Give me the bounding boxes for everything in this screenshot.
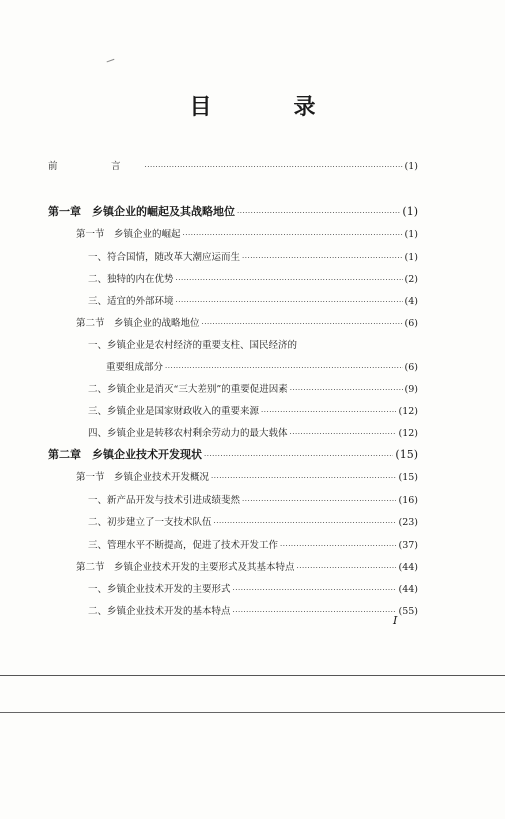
toc-entry-label: 三、适宜的外部环境 [88, 296, 174, 307]
leader-dots [176, 298, 403, 306]
toc-entry-label: 第二章 乡镇企业技术开发现状 [48, 448, 202, 461]
leader-dots [214, 519, 397, 527]
toc-entry-subsection[interactable] [88, 425, 418, 439]
leader-dots [165, 364, 403, 372]
toc-entry-label: 二、初步建立了一支技术队伍 [88, 517, 212, 528]
toc-entry-page: (16) [398, 495, 418, 506]
toc-entry-subsection-line-1[interactable] [88, 337, 418, 351]
toc-entry-label: 三、管理水平不断提高，促进了技术开发工作 [88, 540, 279, 551]
page-number: I [393, 614, 398, 627]
toc-entry-label: 第一节 乡镇企业技术开发概况 [76, 472, 210, 483]
page-title: 目 录 [189, 95, 346, 120]
toc-entry-section[interactable] [76, 469, 418, 483]
leader-dots [204, 452, 393, 460]
toc-entry-subsection[interactable] [88, 603, 418, 617]
toc-entry-subsection[interactable] [88, 537, 418, 551]
toc-entry-label: 二、乡镇企业是消灭“三大差别”的重要促进因素 [88, 384, 288, 395]
leader-dots [233, 608, 397, 616]
leader-dots [242, 254, 403, 262]
toc-entry-page: (1) [404, 161, 418, 172]
toc-entry-preface[interactable] [48, 158, 418, 172]
leader-dots [242, 497, 396, 505]
toc-entry-subsection[interactable] [88, 293, 418, 307]
toc-entry-label: 第二节 乡镇企业技术开发的主要形式及其基本特点 [76, 562, 295, 573]
toc-entry-page: (23) [398, 517, 418, 528]
toc-entry-subsection[interactable] [88, 492, 418, 506]
toc-entry-label: 第一节 乡镇企业的崛起 [76, 229, 181, 240]
leader-dots [211, 474, 396, 482]
toc-entry-chapter-2[interactable] [48, 446, 418, 462]
toc-entry-page: (6) [404, 318, 418, 329]
toc-entry-subsection[interactable] [88, 403, 418, 417]
toc-entry-section[interactable] [76, 559, 418, 573]
leader-dots [261, 408, 396, 416]
leader-dots [183, 231, 403, 239]
toc-entry-page: (44) [398, 584, 418, 595]
toc-entry-page: (1) [404, 252, 418, 263]
toc-entry-page: (9) [404, 384, 418, 395]
scan-speck [107, 59, 116, 65]
toc-entry-label: 一、符合国情，随改革大潮应运而生 [88, 252, 241, 263]
toc-entry-label: 一、乡镇企业技术开发的主要形式 [88, 584, 231, 595]
toc-entry-page: (44) [398, 562, 418, 573]
toc-entry-label: 第一章 乡镇企业的崛起及其战略地位 [48, 205, 235, 218]
toc-entry-subsection[interactable] [88, 381, 418, 395]
leader-dots [237, 209, 400, 217]
leader-dots [280, 542, 396, 550]
toc-entry-subsection[interactable] [88, 249, 418, 263]
toc-entry-label: 前 言 [48, 161, 143, 172]
leader-dots [297, 564, 397, 572]
scan-edge-line [0, 675, 505, 676]
toc-entry-page: (2) [404, 274, 418, 285]
toc-entry-page: (1) [404, 229, 418, 240]
toc-entry-subsection[interactable] [88, 271, 418, 285]
toc-entry-label: 一、新产品开发与技术引进成绩斐然 [88, 495, 241, 506]
toc-entry-page: (15) [398, 472, 418, 483]
toc-entry-page: (37) [398, 540, 418, 551]
leader-dots [145, 163, 403, 171]
toc-entry-subsection[interactable] [88, 581, 418, 595]
toc-entry-subsection-line-2[interactable] [106, 359, 418, 373]
leader-dots [176, 276, 403, 284]
leader-dots [290, 430, 397, 438]
leader-dots [202, 320, 403, 328]
toc-entry-page: (12) [398, 428, 418, 439]
toc-entry-page: (1) [402, 205, 418, 218]
toc-entry-page: (4) [404, 296, 418, 307]
toc-entry-chapter-1[interactable] [48, 203, 418, 219]
leader-dots [233, 586, 397, 594]
toc-entry-label: 重要组成部分 [106, 362, 164, 373]
toc-entry-section[interactable] [76, 226, 418, 240]
toc-entry-label: 二、独特的内在优势 [88, 274, 174, 285]
toc-entry-label: 三、乡镇企业是国家财政收入的重要来源 [88, 406, 260, 417]
toc-entry-page: (15) [395, 448, 418, 461]
toc-entry-label: 四、乡镇企业是转移农村剩余劳动力的最大载体 [88, 428, 288, 439]
scan-edge-line [0, 712, 505, 713]
toc-entry-label: 二、乡镇企业技术开发的基本特点 [88, 606, 231, 617]
toc-entry-section[interactable] [76, 315, 418, 329]
toc-entry-label: 第二节 乡镇企业的战略地位 [76, 318, 200, 329]
leader-dots [290, 386, 403, 394]
toc-entry-page: (55) [398, 606, 418, 617]
toc-entry-page: (12) [398, 406, 418, 417]
toc-entry-subsection[interactable] [88, 514, 418, 528]
toc-entry-page: (6) [404, 362, 418, 373]
toc-entry-label: 一、乡镇企业是农村经济的重要支柱、国民经济的 [88, 340, 298, 351]
